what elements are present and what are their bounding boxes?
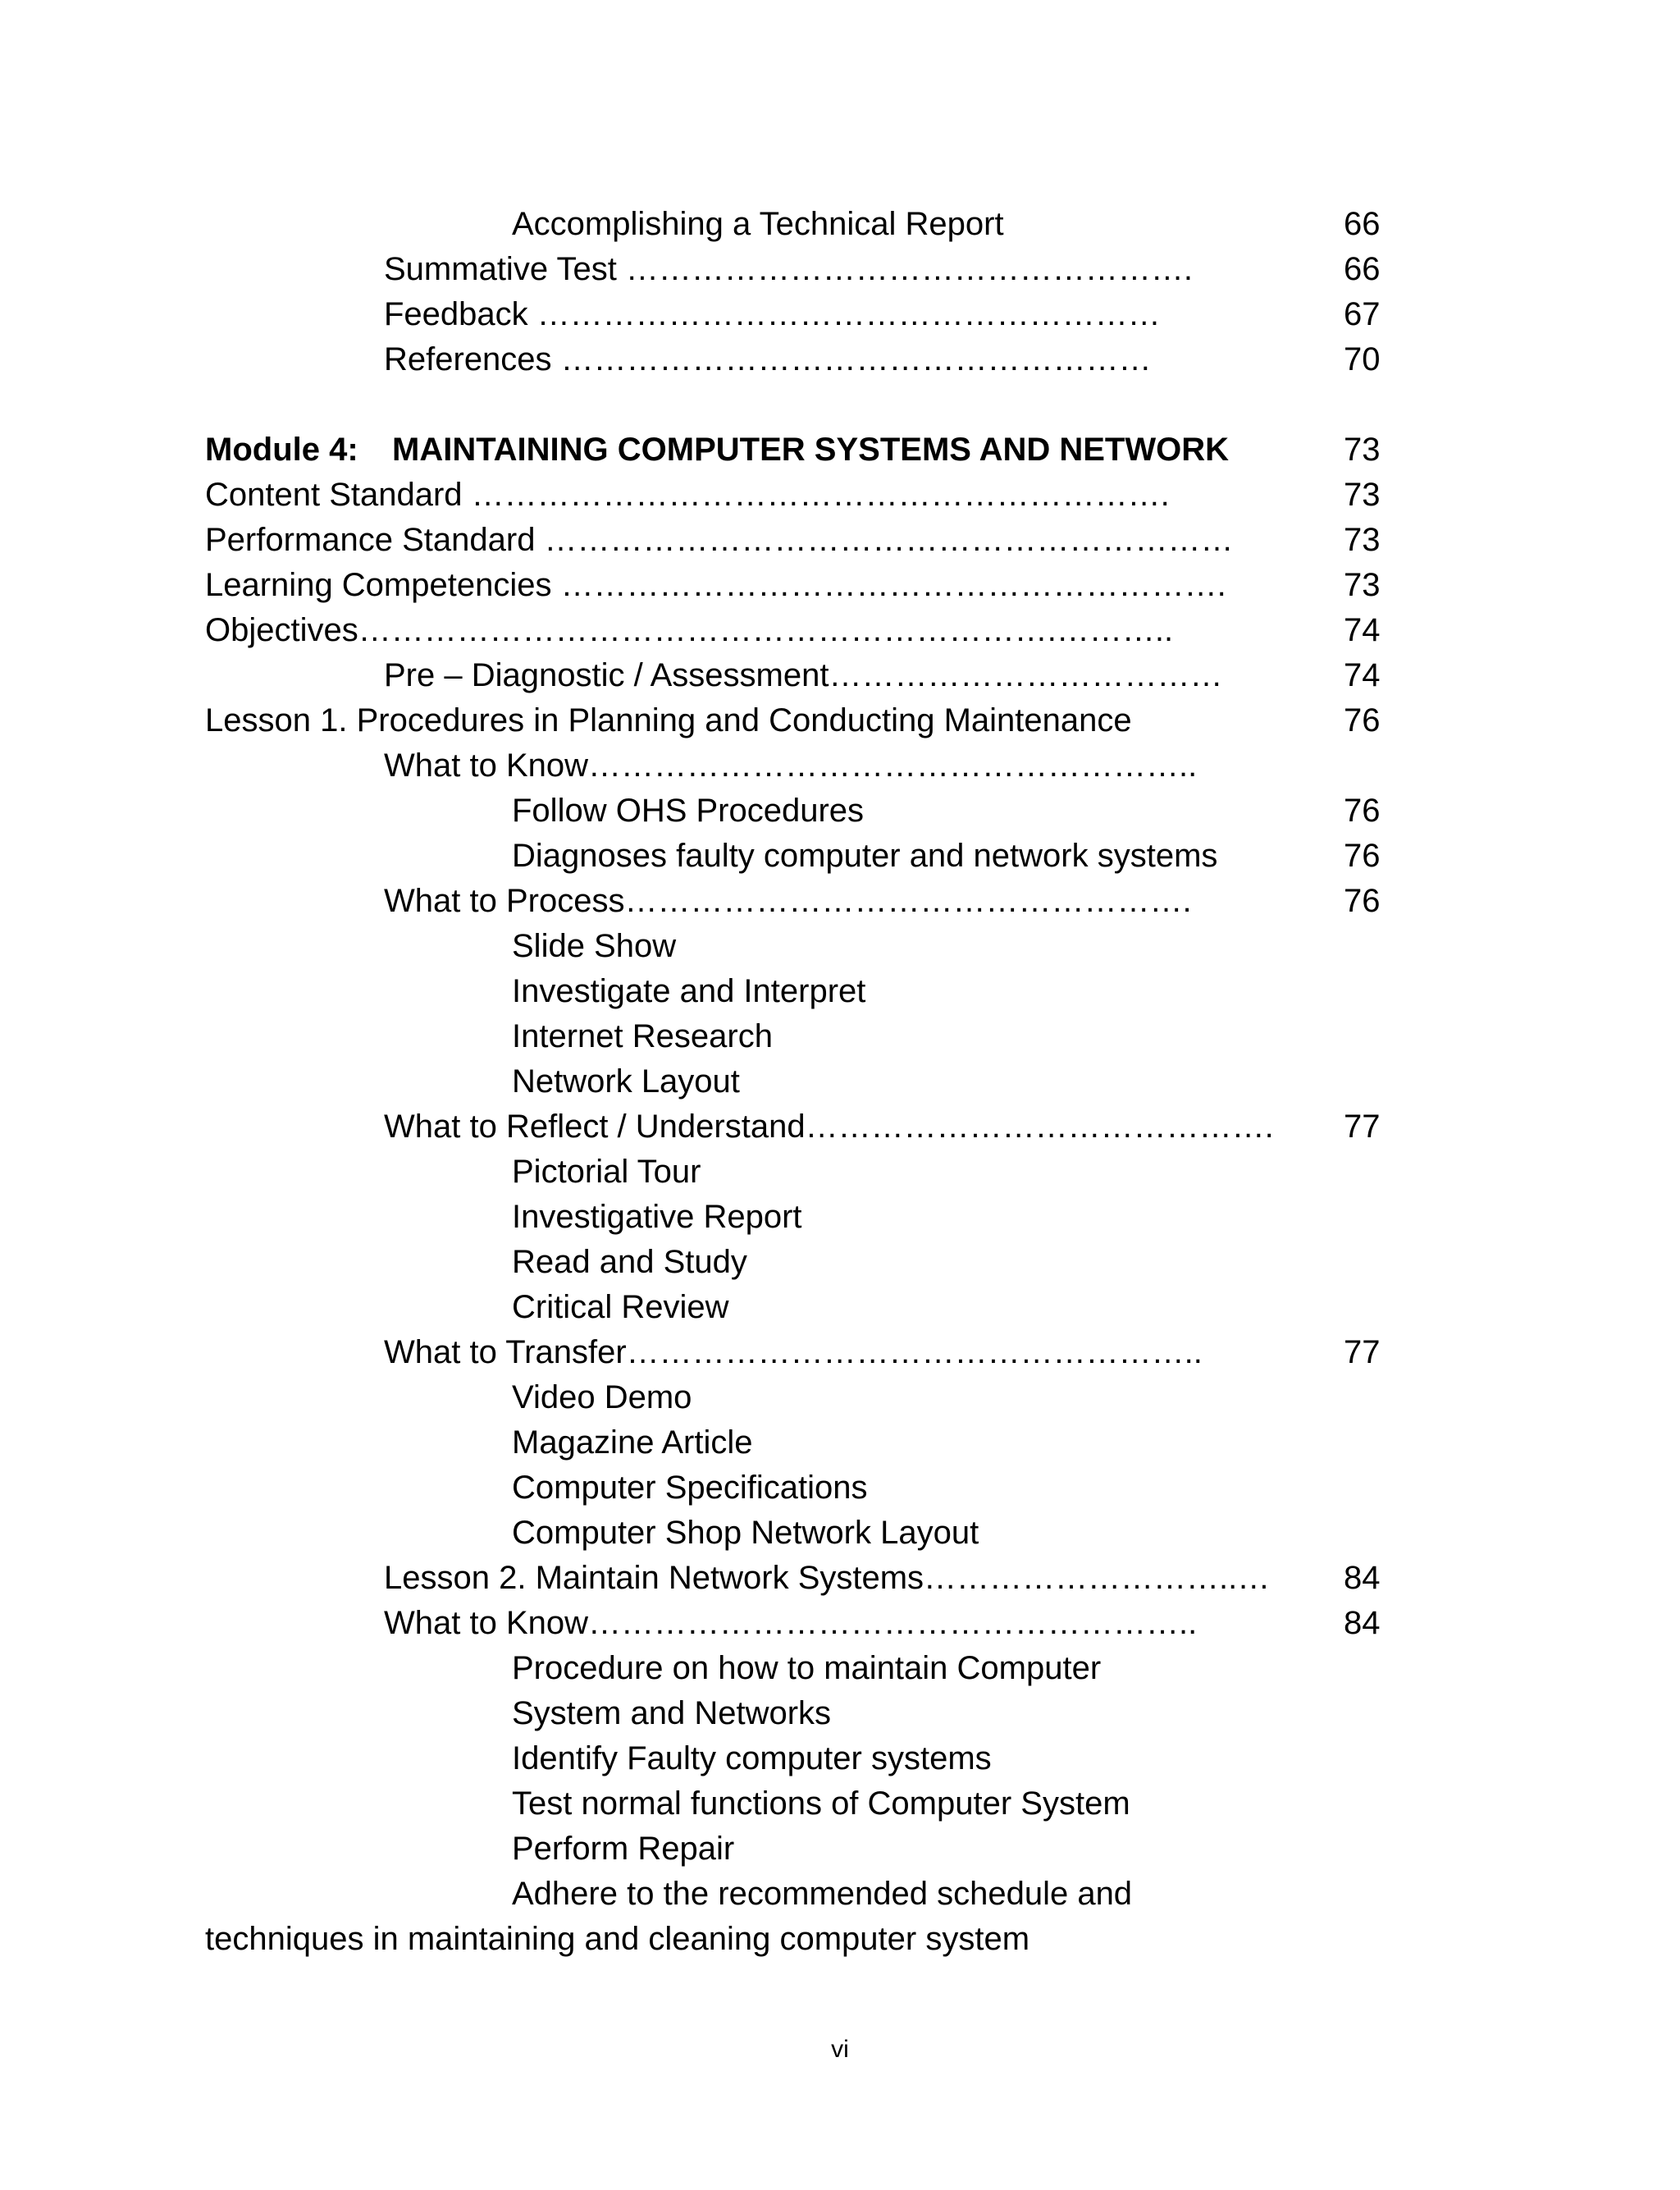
toc-entry-title: What to Process……………………………………………. <box>384 883 1192 919</box>
toc-entry <box>0 1195 1680 1240</box>
toc-entry <box>0 1917 1680 1962</box>
toc-entry-title: Summative Test ……………………………………………. <box>384 251 1194 287</box>
toc-entry-page: 84 <box>1344 1605 1381 1641</box>
toc-entry-title: Pictorial Tour <box>512 1154 701 1190</box>
toc-entry-title: Lesson 1. Procedures in Planning and Conducting Maintenance <box>205 702 1132 738</box>
toc-entry-title: What to Know……………………………………………….. <box>384 748 1198 784</box>
toc-entry <box>0 1827 1680 1872</box>
toc-entry <box>0 1781 1680 1827</box>
toc-entry <box>0 1240 1680 1285</box>
toc-entry-title: Computer Specifications <box>512 1470 868 1506</box>
module-heading-text <box>205 427 1229 473</box>
toc-entry <box>0 473 1680 518</box>
toc-entry <box>0 789 1680 834</box>
toc-entry-title: Pre – Diagnostic / Assessment……………………………… <box>384 657 1223 693</box>
toc-entry-title: Performance Standard ……………………………………………………… <box>205 522 1234 558</box>
toc-entry-page: 76 <box>1344 883 1381 919</box>
toc-entry-page: 84 <box>1344 1560 1381 1596</box>
toc-entry-title: Internet Research <box>512 1018 773 1054</box>
toc-entry-title: Perform Repair <box>512 1831 735 1867</box>
toc-entry-title: Identify Faulty computer systems <box>512 1740 992 1776</box>
toc-entry <box>0 608 1680 653</box>
toc-entry-title: Accomplishing a Technical Report <box>512 206 1004 242</box>
page-number: vi <box>831 2036 849 2063</box>
toc-entry <box>0 518 1680 563</box>
toc-entry <box>0 653 1680 698</box>
toc-entry <box>0 1691 1680 1736</box>
toc-entry <box>0 698 1680 743</box>
toc-entry <box>0 1104 1680 1150</box>
toc-entry-title: Follow OHS Procedures <box>512 793 865 829</box>
toc-entry-title: Critical Review <box>512 1289 729 1325</box>
toc-entry-page: 74 <box>1344 657 1381 693</box>
toc-entry-title: Video Demo <box>512 1379 692 1415</box>
module-label: Module 4: <box>205 432 358 468</box>
toc-entry <box>0 969 1680 1014</box>
toc-entry <box>0 1736 1680 1781</box>
toc-entry-page: 73 <box>1344 432 1381 468</box>
toc-entry <box>0 1420 1680 1465</box>
toc-entry-title: Read and Study <box>512 1244 747 1280</box>
toc-entry <box>0 743 1680 789</box>
toc-entry-title: Objectives……………………………………………………….……….. <box>205 612 1174 648</box>
toc-entry <box>0 1556 1680 1601</box>
toc-entry <box>0 202 1680 247</box>
toc-entry-title: What to Reflect / Understand……………………………………. <box>384 1109 1274 1145</box>
toc-entry-title: Procedure on how to maintain Computer <box>512 1650 1102 1686</box>
toc-entry-page: 73 <box>1344 522 1381 558</box>
toc-entry <box>0 1375 1680 1420</box>
toc-entry <box>0 1059 1680 1104</box>
toc-entry <box>0 924 1680 969</box>
toc-entry-page: 74 <box>1344 612 1381 648</box>
toc-entry-page: 66 <box>1344 206 1381 242</box>
toc-entry <box>0 292 1680 337</box>
toc-entry-title: Computer Shop Network Layout <box>512 1515 979 1551</box>
toc-entry-page: 66 <box>1344 251 1381 287</box>
toc-entry-title: Lesson 2. Maintain Network Systems………………………..… <box>384 1560 1271 1596</box>
toc-entry-page: 73 <box>1344 477 1381 513</box>
toc-entry-title: techniques in maintaining and cleaning computer system <box>205 1921 1030 1957</box>
toc-entry-title: Slide Show <box>512 928 677 964</box>
toc-entry <box>0 1150 1680 1195</box>
toc-entry <box>0 834 1680 879</box>
toc-entry-title: Content Standard ………………………………………………………. <box>205 477 1170 513</box>
toc-entry-title: What to Know……………………………………………….. <box>384 1605 1198 1641</box>
toc-entry <box>0 1646 1680 1691</box>
toc-entry-title: Learning Competencies ……………………………………………………. <box>205 567 1226 603</box>
toc-entry-page: 67 <box>1344 296 1381 332</box>
toc-entry <box>0 1511 1680 1556</box>
toc-entry-title: Adhere to the recommended schedule and <box>512 1876 1133 1912</box>
toc-entry-title: References ……………………………………………… <box>384 341 1152 377</box>
toc-entry-page: 70 <box>1344 341 1381 377</box>
toc-entry <box>0 1465 1680 1511</box>
toc-entry-page: 76 <box>1344 838 1381 874</box>
toc-entry-title: Investigative Report <box>512 1199 802 1235</box>
toc-entry <box>0 247 1680 292</box>
module-title: MAINTAINING COMPUTER SYSTEMS AND NETWORK <box>392 432 1229 468</box>
toc-entry <box>0 1872 1680 1917</box>
toc-entry-title: Investigate and Interpret <box>512 973 866 1009</box>
toc-entry <box>0 1014 1680 1059</box>
toc-entry <box>0 879 1680 924</box>
module-heading <box>0 427 1680 473</box>
toc-entry-page: 76 <box>1344 793 1381 829</box>
toc-entry-page: 77 <box>1344 1334 1381 1370</box>
toc-entry-title: Diagnoses faulty computer and network systems <box>512 838 1218 874</box>
toc-entry <box>0 1285 1680 1330</box>
toc-entry-title: Test normal functions of Computer System <box>512 1785 1130 1822</box>
toc-entry-title: Magazine Article <box>512 1424 753 1461</box>
toc-entry-title: System and Networks <box>512 1695 832 1731</box>
toc-entry <box>0 337 1680 382</box>
toc-entry <box>0 1330 1680 1375</box>
toc-entry <box>0 1601 1680 1646</box>
blank-line <box>0 382 1680 427</box>
toc-entry-title: Network Layout <box>512 1063 740 1100</box>
toc-entry-title: What to Transfer…………………………………………….. <box>384 1334 1203 1370</box>
toc-entry-page: 77 <box>1344 1109 1381 1145</box>
toc-entry <box>0 563 1680 608</box>
toc-entry-title: Feedback ………………………………………………… <box>384 296 1161 332</box>
toc-entry-page: 76 <box>1344 702 1381 738</box>
toc-entry-page: 73 <box>1344 567 1381 603</box>
